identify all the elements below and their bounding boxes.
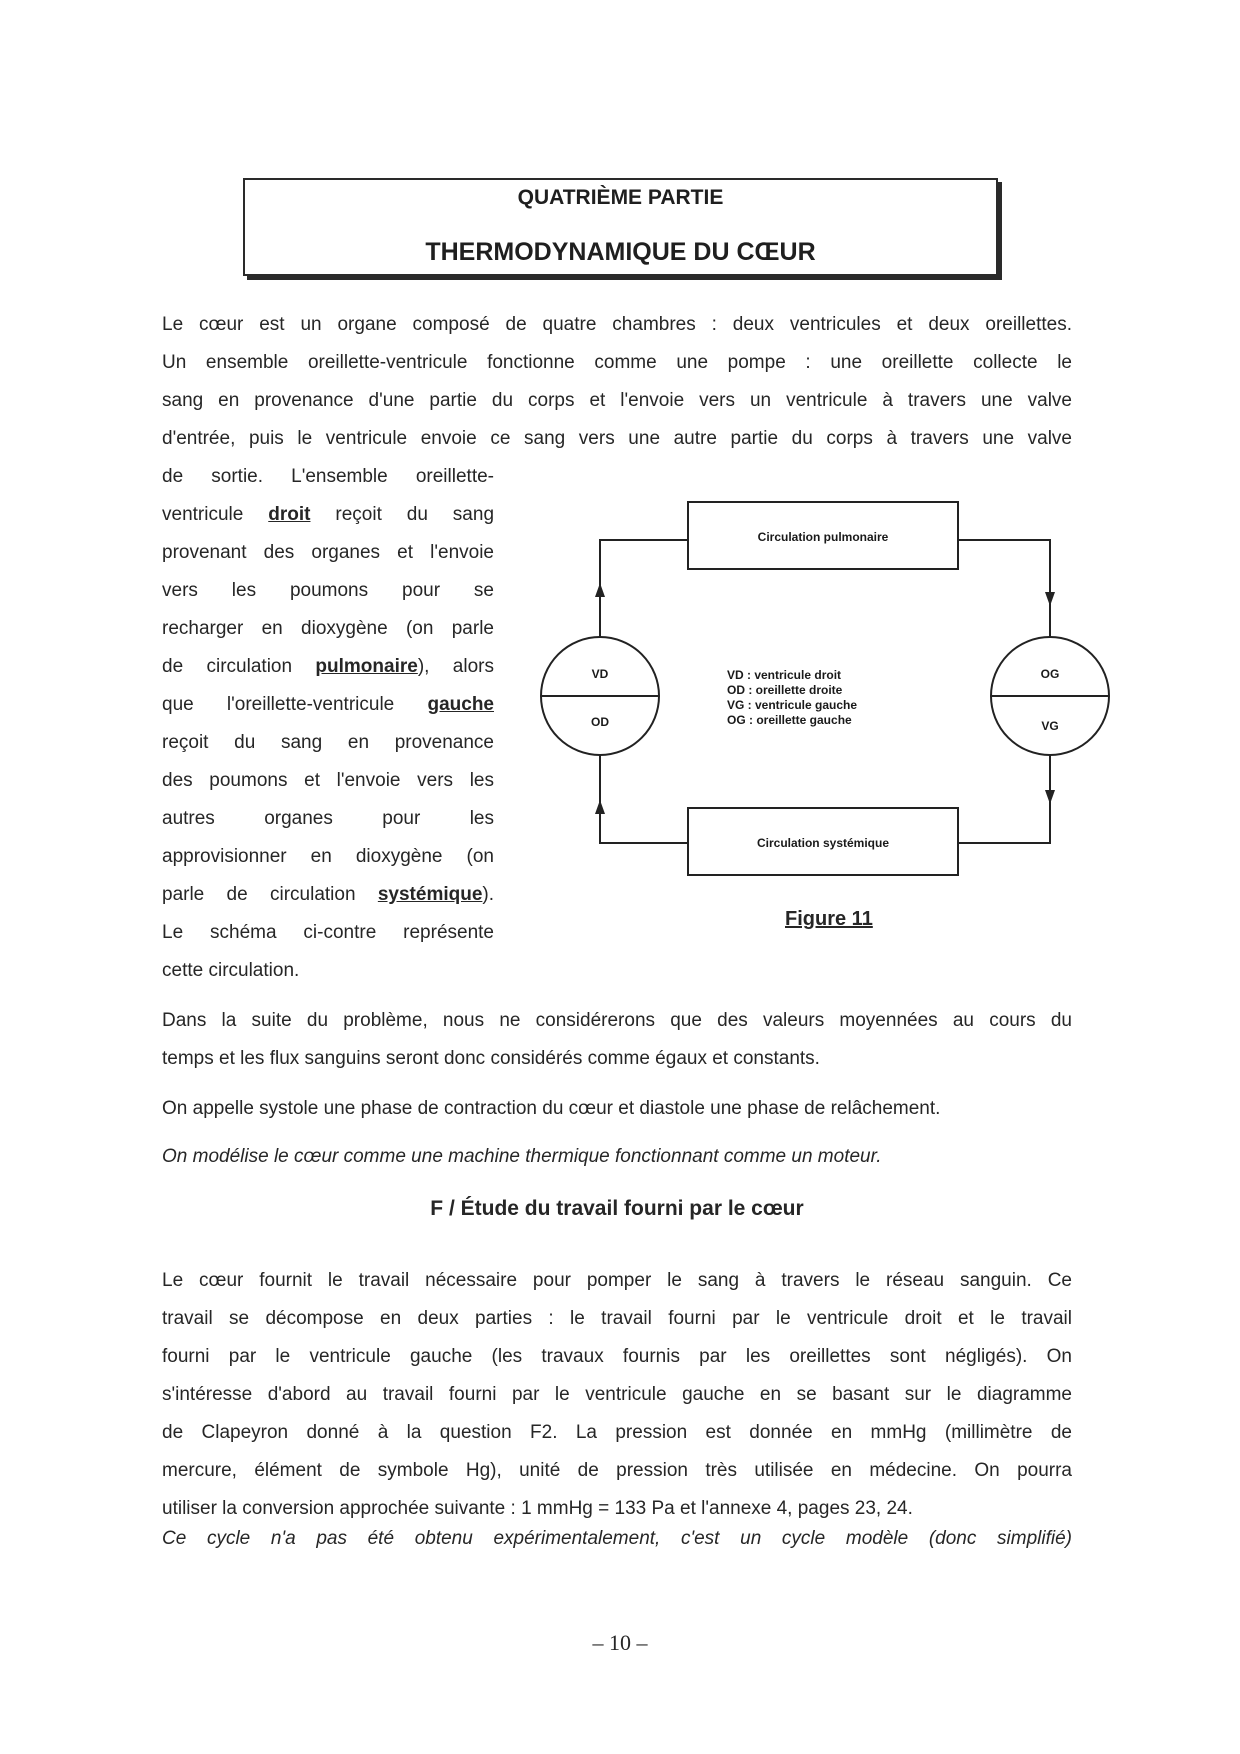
text-fragment: que l'oreillette-ventricule [162,694,395,715]
cycle-note [162,1520,1072,1558]
text-fragment: de circulation [162,656,293,677]
text-fragment: reçoit du sang [335,504,495,525]
legend-item: OD : oreillette droite [727,683,843,697]
text-line: utiliser la conversion approchée suivante : 1 mmHg = 133 Pa et l'annexe 4, pages 23, 24. [162,1498,913,1519]
text-line: Le schéma ci-contre représente [162,922,494,943]
part-label: QUATRIÈME PARTIE [517,186,724,209]
text-line: cette circulation. [162,960,300,981]
pulmonary-circulation-label: Circulation pulmonaire [757,530,889,544]
figure-caption: Figure 11 [785,908,873,930]
flow-line-bottom-left [600,755,688,843]
text-line: de Clapeyron donné à la question F2. La pression est donnée en mmHg (millimètre de [162,1422,1072,1443]
text-line: mercure, élément de symbole Hg), unité de pression très utilisée en médecine. On pourra [162,1460,1072,1481]
systemic-circulation-label: Circulation systémique [756,836,890,850]
arrow-down-icon [1045,592,1055,606]
text-fragment: parle de circulation [162,884,356,905]
text-line: Ce cycle n'a pas été obtenu expérimentalement, c'est un cycle modèle (donc simplifié) [162,1528,1072,1549]
og-label: OG [1040,667,1060,681]
text-line: temps et les flux sanguins seront donc considérés comme égaux et constants. [162,1048,820,1069]
flow-line-top-left [600,540,688,637]
text-line: Un ensemble oreillette-ventricule fonctionne comme une pompe : une oreillette collecte le [162,352,1072,373]
text-line: sang en provenance d'une partie du corps et l'envoie vers un ventricule à travers une valve [162,390,1072,411]
text-line: Dans la suite du problème, nous ne considérerons que des valeurs moyennées au cours du [162,1010,1072,1031]
flow-line-top-right [958,540,1050,637]
page-number: – 10 – [592,1630,648,1655]
text-line: reçoit du sang en provenance [162,732,494,753]
arrow-up-icon [595,800,605,814]
text-line: travail se décompose en deux parties : le travail fourni par le ventricule droit et le travail [162,1308,1072,1329]
text-line: approvisionner en dioxygène (on [162,846,494,867]
text-fragment: ventricule [162,504,244,525]
text-line: Le cœur fournit le travail nécessaire pour pomper le sang à travers le réseau sanguin. Ce [162,1270,1072,1291]
vd-label: VD [591,667,609,681]
systole-paragraph [162,1090,1072,1128]
arrow-up-icon [595,583,605,597]
text-line: fourni par le ventricule gauche (les travaux fournis par les oreillettes sont négligés). On [162,1346,1072,1367]
text-line: de sortie. L'ensemble oreillette- [162,466,494,487]
emphasis-systemique: systémique [377,884,483,905]
page-title: THERMODYNAMIQUE DU CŒUR [425,238,816,266]
text-line: Le cœur est un organe composé de quatre chambres : deux ventricules et deux oreillettes. [162,314,1072,335]
text-line: On appelle systole une phase de contraction du cœur et diastole une phase de relâchement. [162,1098,941,1119]
arrow-down-icon [1045,790,1055,804]
text-line: s'intéresse d'abord au travail fourni par le ventricule gauche en se basant sur le diagramme [162,1384,1072,1405]
model-statement [162,1138,1072,1176]
text-line: des poumons et l'envoie vers les [162,770,494,791]
text-line: vers les poumons pour se [162,580,494,601]
text-line: provenant des organes et l'envoie [162,542,494,563]
legend-item: VG : ventricule gauche [727,698,858,712]
text-line: On modélise le cœur comme une machine thermique fonctionnant comme un moteur. [162,1146,882,1167]
vg-label: VG [1041,719,1059,733]
text-fragment: ), alors [417,656,494,677]
legend-item: OG : oreillette gauche [727,713,852,727]
text-line: d'entrée, puis le ventricule envoie ce sang vers une autre partie du corps à travers une valve [162,428,1072,449]
text-line: recharger en dioxygène (on parle [162,618,494,639]
work-paragraph [162,1262,1072,1528]
od-label: OD [591,715,609,729]
emphasis-pulmonaire: pulmonaire [315,656,418,677]
text-line: autres organes pour les [162,808,494,829]
section-heading: F / Étude du travail fourni par le cœur [430,1197,804,1220]
text-fragment: ). [482,884,494,905]
flow-line-bottom-right [958,755,1050,843]
emphasis-droit: droit [268,504,311,525]
emphasis-gauche: gauche [427,694,494,715]
legend-item: VD : ventricule droit [727,668,842,682]
averaging-paragraph [162,1002,1072,1078]
